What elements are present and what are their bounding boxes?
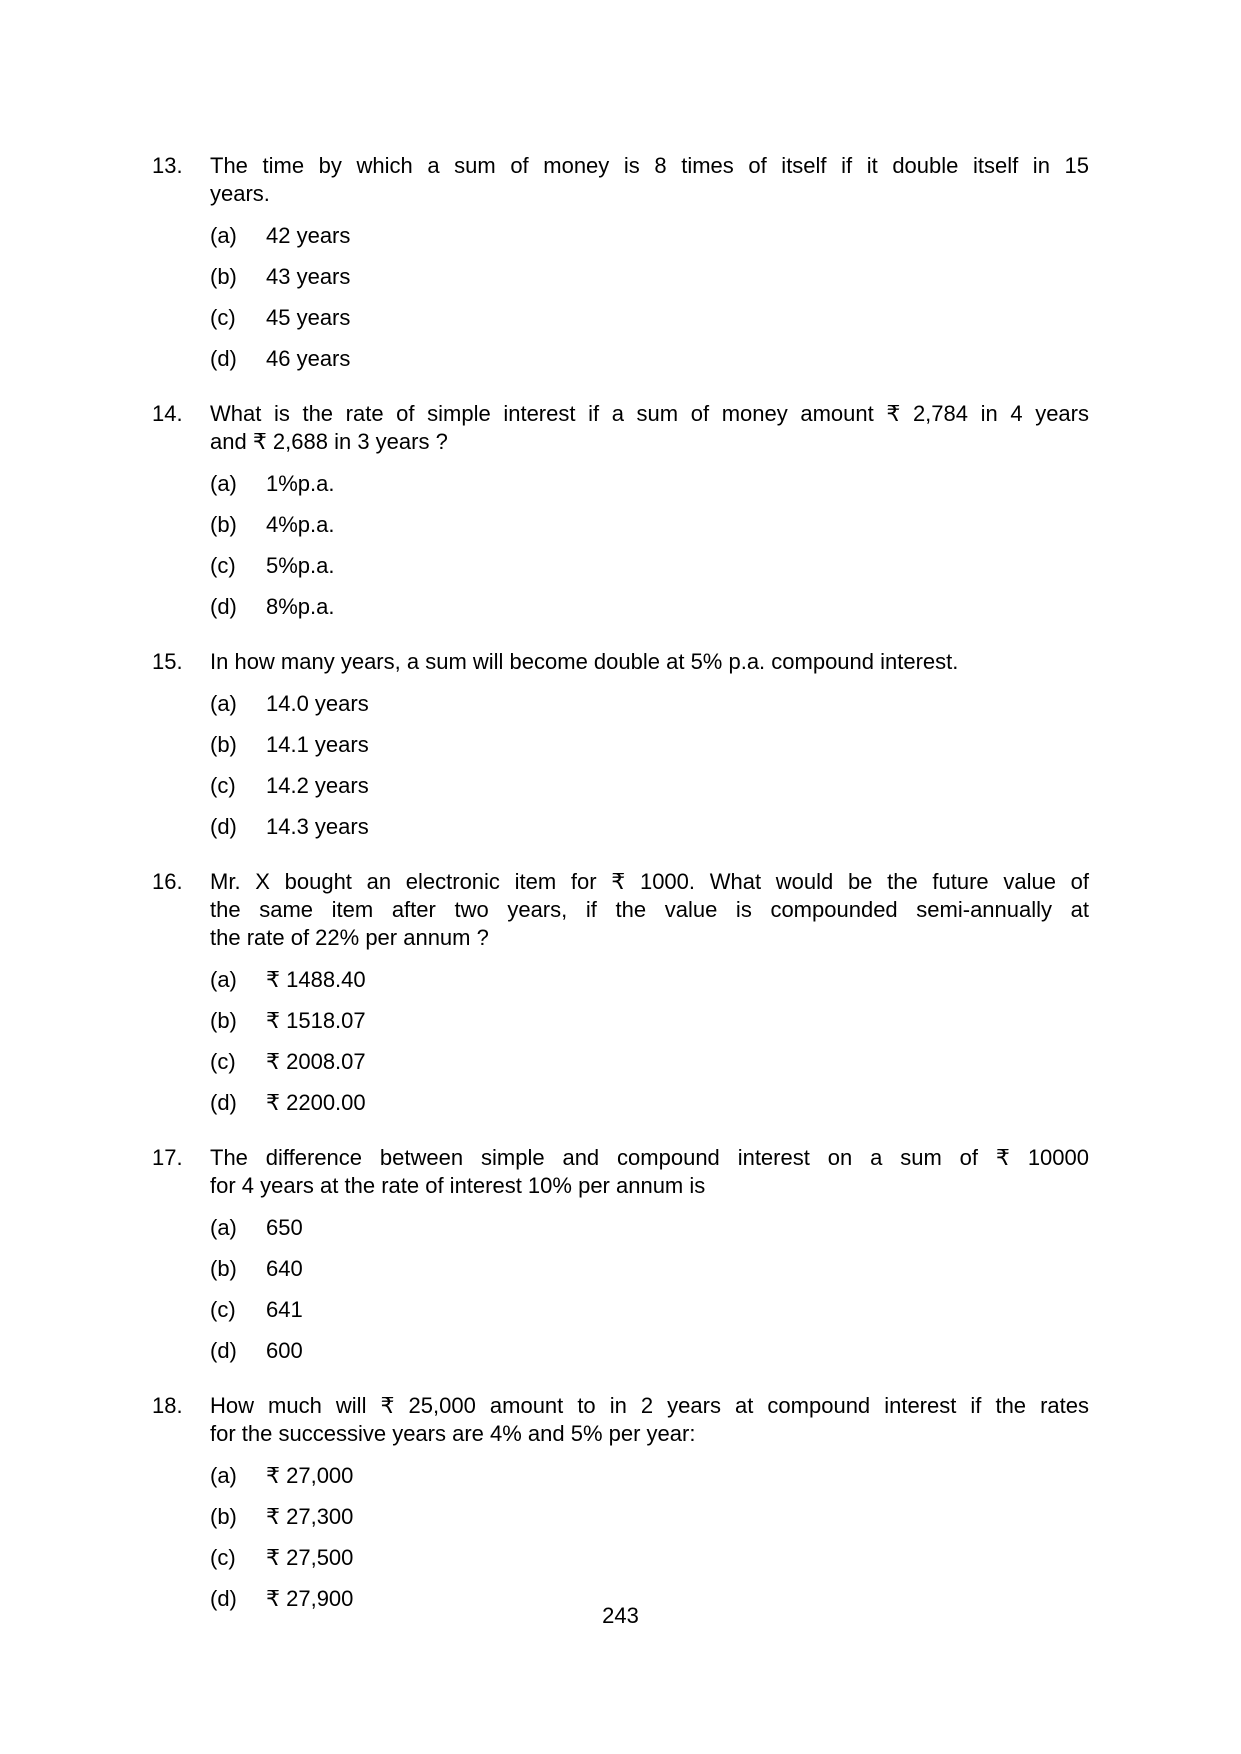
- answer-option: [210, 593, 1089, 621]
- page-number: 243: [602, 1603, 639, 1628]
- answer-option: [210, 813, 1089, 841]
- question-list: [152, 152, 1089, 1626]
- question-number: 18.: [152, 1393, 183, 1418]
- answer-option: [210, 1503, 1089, 1531]
- option-letter: (b): [210, 1256, 237, 1281]
- question-text-line: The time by which a sum of money is 8 times of itself if it double itself in 15: [210, 153, 1089, 178]
- option-letter: (b): [210, 732, 237, 757]
- option-letter: (d): [210, 594, 237, 619]
- option-text: 45 years: [266, 305, 351, 330]
- option-letter: (a): [210, 223, 237, 248]
- question-text-line: In how many years, a sum will become double at 5% p.a. compound interest.: [210, 649, 959, 674]
- answer-option: [210, 731, 1089, 759]
- option-letter: (c): [210, 1049, 236, 1074]
- question-number: 13.: [152, 153, 183, 178]
- option-text: 14.2 years: [266, 773, 369, 798]
- answer-option: [210, 1544, 1089, 1572]
- answer-option: [210, 222, 1089, 250]
- option-text: 600: [266, 1338, 303, 1363]
- question-text-line: the same item after two years, if the value is compounded semi-annually at: [210, 897, 1089, 922]
- option-text: 5%p.a.: [266, 553, 335, 578]
- option-text: 14.1 years: [266, 732, 369, 757]
- answer-option: [210, 552, 1089, 580]
- question-text-line: The difference between simple and compound interest on a sum of ₹ 10000: [210, 1145, 1089, 1170]
- question-text-line: How much will ₹ 25,000 amount to in 2 years at compound interest if the rates: [210, 1393, 1089, 1418]
- option-text: ₹ 27,900: [266, 1586, 354, 1611]
- option-letter: (a): [210, 1215, 237, 1240]
- answer-option: [210, 304, 1089, 332]
- answer-option: [210, 1255, 1089, 1283]
- options-list: [210, 1214, 1089, 1365]
- option-text: 4%p.a.: [266, 512, 335, 537]
- answer-option: [210, 1007, 1089, 1035]
- option-text: 640: [266, 1256, 303, 1281]
- options-list: [210, 222, 1089, 373]
- answer-option: [210, 470, 1089, 498]
- answer-option: [210, 1337, 1089, 1365]
- option-text: ₹ 2008.07: [266, 1049, 366, 1074]
- options-list: [210, 1462, 1089, 1613]
- option-letter: (d): [210, 346, 237, 371]
- option-text: ₹ 27,000: [266, 1463, 354, 1488]
- question-number: 17.: [152, 1145, 183, 1170]
- question-body: [210, 1392, 1089, 1626]
- question-text-line: and ₹ 2,688 in 3 years ?: [210, 429, 448, 454]
- option-letter: (c): [210, 553, 236, 578]
- question-number: 14.: [152, 401, 183, 426]
- question-18: [152, 1392, 1089, 1626]
- question-text-line: for the successive years are 4% and 5% per year:: [210, 1421, 696, 1446]
- option-letter: (a): [210, 691, 237, 716]
- question-14: [152, 400, 1089, 634]
- option-letter: (c): [210, 773, 236, 798]
- options-list: [210, 966, 1089, 1117]
- option-letter: (d): [210, 1586, 237, 1611]
- option-letter: (a): [210, 471, 237, 496]
- question-16: [152, 868, 1089, 1130]
- option-text: 42 years: [266, 223, 351, 248]
- question-text: [210, 152, 1089, 208]
- option-text: 14.3 years: [266, 814, 369, 839]
- option-letter: (b): [210, 264, 237, 289]
- answer-option: [210, 690, 1089, 718]
- option-text: 650: [266, 1215, 303, 1240]
- option-text: 1%p.a.: [266, 471, 335, 496]
- option-text: 14.0 years: [266, 691, 369, 716]
- option-text: ₹ 27,300: [266, 1504, 354, 1529]
- answer-option: [210, 511, 1089, 539]
- answer-option: [210, 1048, 1089, 1076]
- option-letter: (c): [210, 1297, 236, 1322]
- option-text: 46 years: [266, 346, 351, 371]
- answer-option: [210, 966, 1089, 994]
- option-letter: (c): [210, 1545, 236, 1570]
- question-15: [152, 648, 1089, 854]
- option-letter: (d): [210, 814, 237, 839]
- question-text-line: years.: [210, 181, 270, 206]
- answer-option: [210, 345, 1089, 373]
- option-text: 8%p.a.: [266, 594, 335, 619]
- question-text: [210, 1392, 1089, 1448]
- question-number: 16.: [152, 869, 183, 894]
- option-text: ₹ 1488.40: [266, 967, 366, 992]
- option-letter: (d): [210, 1090, 237, 1115]
- answer-option: [210, 772, 1089, 800]
- answer-option: [210, 1214, 1089, 1242]
- question-text: [210, 1144, 1089, 1200]
- option-letter: (a): [210, 1463, 237, 1488]
- question-text-line: the rate of 22% per annum ?: [210, 925, 489, 950]
- question-text-line: for 4 years at the rate of interest 10% per annum is: [210, 1173, 706, 1198]
- question-text: [210, 868, 1089, 952]
- question-body: [210, 648, 1089, 854]
- option-text: ₹ 27,500: [266, 1545, 354, 1570]
- option-text: 43 years: [266, 264, 351, 289]
- answer-option: [210, 1462, 1089, 1490]
- option-text: ₹ 1518.07: [266, 1008, 366, 1033]
- question-text: [210, 648, 1089, 676]
- answer-option: [210, 263, 1089, 291]
- question-13: [152, 152, 1089, 386]
- question-body: [210, 868, 1089, 1130]
- question-text-line: What is the rate of simple interest if a sum of money amount ₹ 2,784 in 4 years: [210, 401, 1089, 426]
- question-body: [210, 400, 1089, 634]
- option-letter: (b): [210, 512, 237, 537]
- options-list: [210, 470, 1089, 621]
- question-text-line: Mr. X bought an electronic item for ₹ 1000. What would be the future value of: [210, 869, 1089, 894]
- option-text: 641: [266, 1297, 303, 1322]
- option-letter: (c): [210, 305, 236, 330]
- question-text: [210, 400, 1089, 456]
- answer-option: [210, 1089, 1089, 1117]
- option-letter: (a): [210, 967, 237, 992]
- question-number: 15.: [152, 649, 183, 674]
- question-body: [210, 152, 1089, 386]
- question-17: [152, 1144, 1089, 1378]
- option-letter: (b): [210, 1008, 237, 1033]
- options-list: [210, 690, 1089, 841]
- option-letter: (d): [210, 1338, 237, 1363]
- option-letter: (b): [210, 1504, 237, 1529]
- option-text: ₹ 2200.00: [266, 1090, 366, 1115]
- question-body: [210, 1144, 1089, 1378]
- answer-option: [210, 1296, 1089, 1324]
